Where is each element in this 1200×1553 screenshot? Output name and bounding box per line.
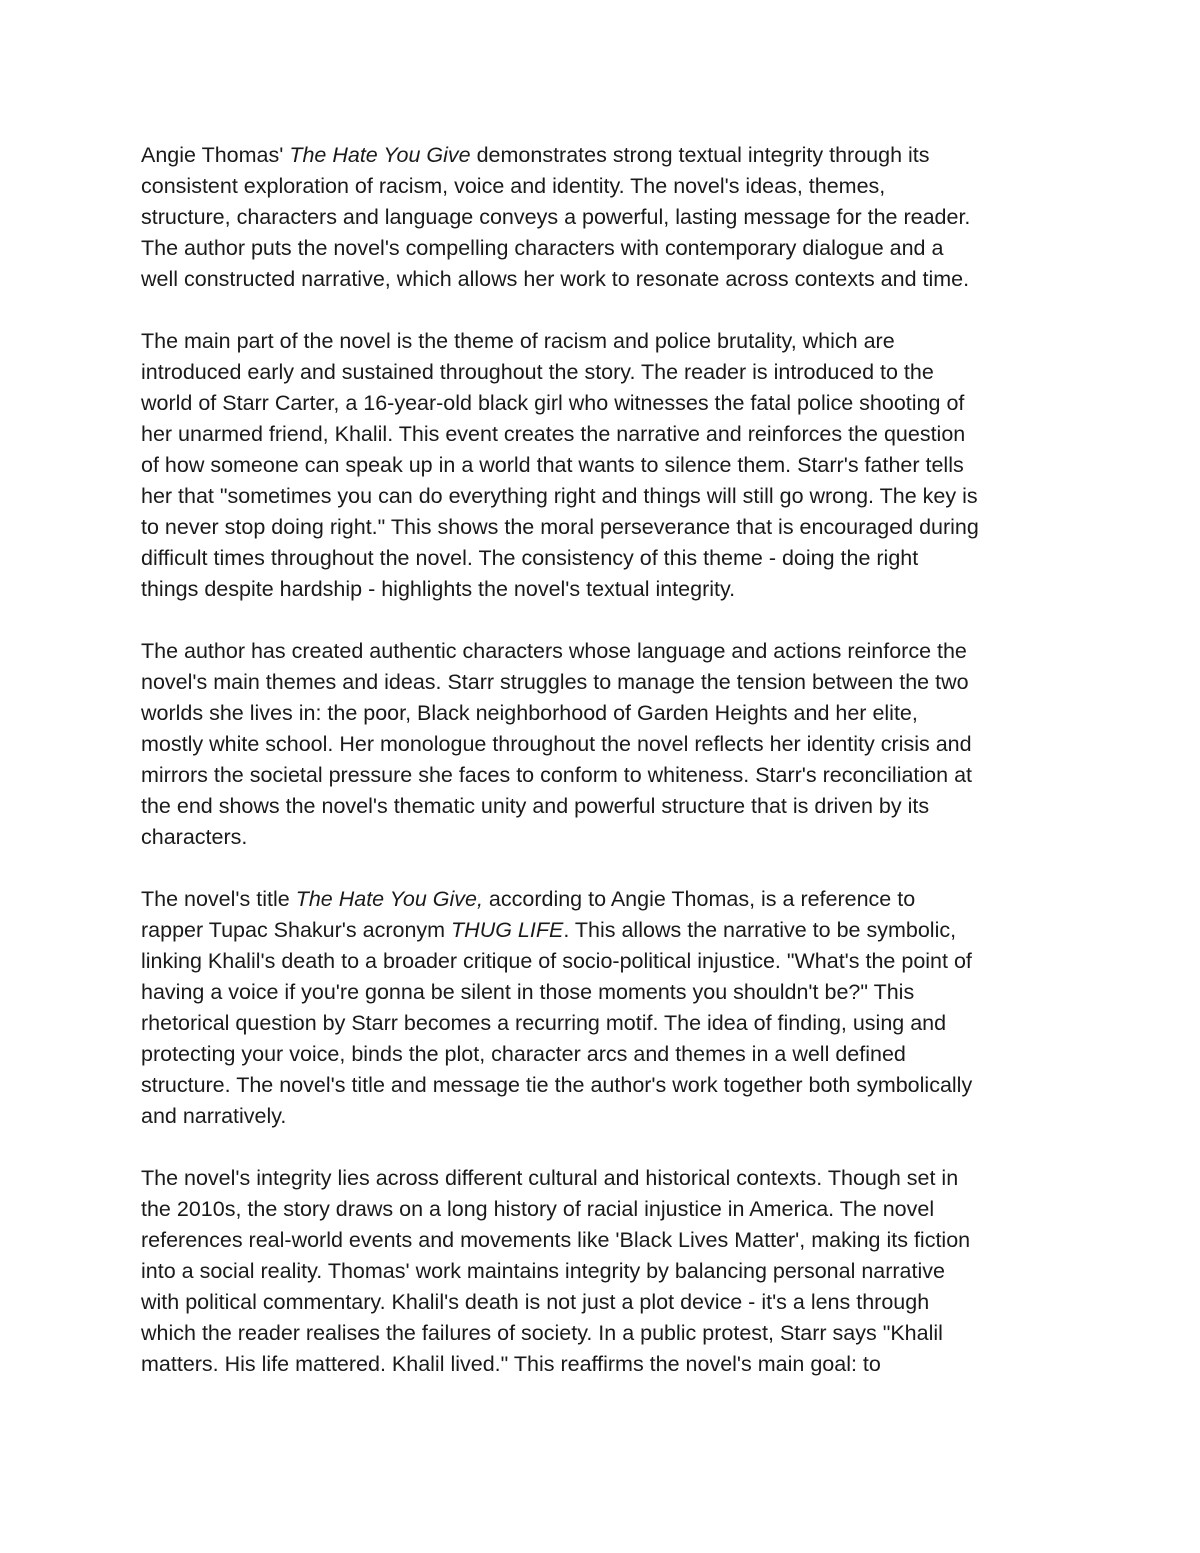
text-line — [141, 1163, 1066, 1194]
text-run: characters. — [141, 825, 248, 849]
text-line — [141, 543, 1066, 574]
text-run: consistent exploration of racism, voice and identity. The novel's ideas, themes, — [141, 174, 886, 198]
text-run: The novel's integrity lies across different cultural and historical contexts. Though set in — [141, 1166, 959, 1190]
text-line — [141, 574, 1066, 605]
text-line — [141, 202, 1066, 233]
text-line — [141, 1318, 1066, 1349]
text-line — [141, 326, 1066, 357]
text-run: novel's main themes and ideas. Starr struggles to manage the tension between the two — [141, 670, 969, 694]
text-line — [141, 1287, 1066, 1318]
text-run: structure. The novel's title and message tie the author's work together both symbolically — [141, 1073, 973, 1097]
text-line — [141, 667, 1066, 698]
text-run: world of Starr Carter, a 16-year-old black girl who witnesses the fatal police shooting of — [141, 391, 965, 415]
text-line — [141, 1194, 1066, 1225]
text-line — [141, 1256, 1066, 1287]
text-line — [141, 915, 1066, 946]
text-run: with political commentary. Khalil's death is not just a plot device - it's a lens through — [141, 1290, 930, 1314]
text-line — [141, 264, 1066, 295]
text-run: mirrors the societal pressure she faces to conform to whiteness. Starr's reconciliation at — [141, 763, 973, 787]
text-line — [141, 419, 1066, 450]
text-line — [141, 729, 1066, 760]
text-line — [141, 791, 1066, 822]
text-line — [141, 946, 1066, 977]
text-run: protecting your voice, binds the plot, character arcs and themes in a well defined — [141, 1042, 906, 1066]
text-line — [141, 698, 1066, 729]
text-run: The main part of the novel is the theme of racism and police brutality, which are — [141, 329, 895, 353]
text-line — [141, 388, 1066, 419]
text-run: her that "sometimes you can do everything right and things will still go wrong. The key is — [141, 484, 978, 508]
text-run: The author puts the novel's compelling characters with contemporary dialogue and a — [141, 236, 944, 260]
text-run: and narratively. — [141, 1104, 287, 1128]
text-run: difficult times throughout the novel. The consistency of this theme - doing the right — [141, 546, 919, 570]
text-run: introduced early and sustained throughout the story. The reader is introduced to the — [141, 360, 934, 384]
text-line — [141, 450, 1066, 481]
text-line — [141, 512, 1066, 543]
text-run: which the reader realises the failures of society. In a public protest, Starr says "Khalil — [141, 1321, 943, 1345]
text-run: according to Angie Thomas, is a reference to — [482, 887, 916, 911]
text-run: matters. His life mattered. Khalil lived." This reaffirms the novel's main goal: to — [141, 1352, 881, 1376]
text-line — [141, 822, 1066, 853]
text-run: The novel's title — [141, 887, 296, 911]
text-line — [141, 884, 1066, 915]
paragraph — [141, 636, 1066, 853]
text-line — [141, 1225, 1066, 1256]
italic-title-text: THUG LIFE — [451, 918, 564, 942]
text-run: things despite hardship - highlights the novel's textual integrity. — [141, 577, 736, 601]
text-line — [141, 140, 1066, 171]
text-run: demonstrates strong textual integrity through its — [470, 143, 930, 167]
text-line — [141, 481, 1066, 512]
text-run: mostly white school. Her monologue throughout the novel reflects her identity crisis and — [141, 732, 972, 756]
text-line — [141, 977, 1066, 1008]
text-run: rapper Tupac Shakur's acronym — [141, 918, 452, 942]
text-run: The author has created authentic characters whose language and actions reinforce the — [141, 639, 967, 663]
text-run: linking Khalil's death to a broader critique of socio-political injustice. "What's the point of — [141, 949, 972, 973]
text-line — [141, 1101, 1066, 1132]
italic-title-text: The Hate You Give, — [295, 887, 483, 911]
text-run: . This allows the narrative to be symbolic, — [563, 918, 957, 942]
text-line — [141, 760, 1066, 791]
text-line — [141, 1039, 1066, 1070]
text-line — [141, 357, 1066, 388]
italic-title-text: The Hate You Give — [289, 143, 471, 167]
text-run: Angie Thomas' — [141, 143, 290, 167]
text-line — [141, 233, 1066, 264]
text-run: the end shows the novel's thematic unity and powerful structure that is driven by its — [141, 794, 930, 818]
paragraph — [141, 326, 1066, 605]
text-run: well constructed narrative, which allows her work to resonate across contexts and time. — [141, 267, 970, 291]
text-run: worlds she lives in: the poor, Black neighborhood of Garden Heights and her elite, — [141, 701, 918, 725]
text-run: to never stop doing right." This shows the moral perseverance that is encouraged during — [141, 515, 979, 539]
text-run: her unarmed friend, Khalil. This event creates the narrative and reinforces the question — [141, 422, 966, 446]
paragraph — [141, 884, 1066, 1132]
text-run: having a voice if you're gonna be silent in those moments you shouldn't be?" This — [141, 980, 915, 1004]
text-line — [141, 1070, 1066, 1101]
text-run: structure, characters and language conveys a powerful, lasting message for the reader. — [141, 205, 971, 229]
text-line — [141, 1349, 1066, 1380]
paragraph — [141, 1163, 1066, 1380]
text-run: references real-world events and movements like 'Black Lives Matter', making its fiction — [141, 1228, 971, 1252]
text-run: of how someone can speak up in a world that wants to silence them. Starr's father tells — [141, 453, 964, 477]
text-line — [141, 171, 1066, 202]
text-run: into a social reality. Thomas' work maintains integrity by balancing personal narrative — [141, 1259, 945, 1283]
document-page — [141, 140, 1066, 1380]
text-line — [141, 1008, 1066, 1039]
text-run: the 2010s, the story draws on a long history of racial injustice in America. The novel — [141, 1197, 935, 1221]
paragraph — [141, 140, 1066, 295]
text-run: rhetorical question by Starr becomes a recurring motif. The idea of finding, using and — [141, 1011, 947, 1035]
text-line — [141, 636, 1066, 667]
